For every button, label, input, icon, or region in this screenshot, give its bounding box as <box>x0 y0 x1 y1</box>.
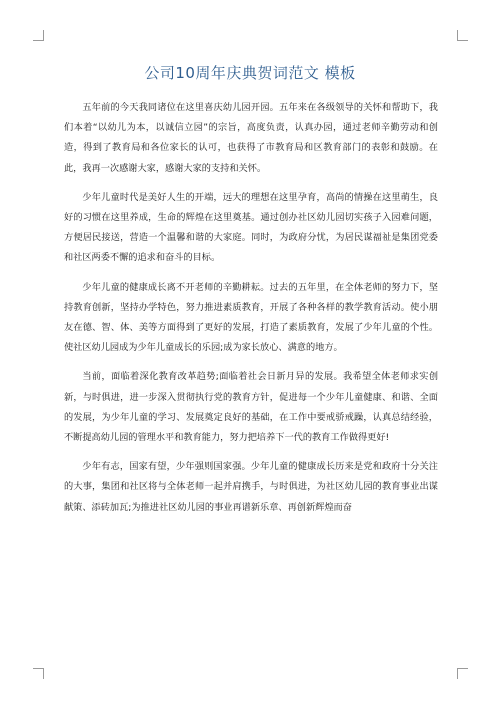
document-title: 公司10周年庆典贺词范文 模板 <box>144 64 356 82</box>
paragraph-4: 当前，面临着深化教育改革趋势;面临着社会日新月异的发展。我希望全体老师求实创新，与时俱进，进一步深入贯彻执行党的教育方针，促进每一个少年儿童健康、和谐、全面的发展，为少年儿童的学习、发展奠定良好的基础，在工作中要戒骄戒躁，认真总结经验，不断提高幼儿园的管理水平和教育能力，努力把培养下一代的教育工作做得更好! <box>64 371 438 444</box>
crop-mark-top-right <box>457 30 468 41</box>
crop-mark-bottom-left <box>33 668 44 679</box>
crop-mark-top-left <box>33 30 44 41</box>
document-body <box>64 98 438 527</box>
paragraph-5: 少年有志，国家有望，少年强则国家强。少年儿童的健康成长历来是党和政府十分关注的大事，集团和社区将与全体老师一起并肩携手，与时俱进，为社区幼儿园的教育事业出谋献策、添砖加瓦;为推进社区幼儿园的事业再谱新乐章、再创新辉煌而奋 <box>64 461 438 513</box>
paragraph-1: 五年前的今天我同诸位在这里喜庆幼儿园开园。五年来在各级领导的关怀和帮助下，我们本着“以幼儿为本，以诚信立园”的宗旨，高度负责，认真办园，通过老师辛勤劳动和创造，得到了教育局和各位家长的认可，也获得了市教育局和区教育部门的表彰和鼓励。在此，我再一次感谢大家，感谢大家的支持和关怀。 <box>64 102 438 174</box>
crop-mark-bottom-right <box>457 668 468 679</box>
paragraph-3: 少年儿童的健康成长离不开老师的辛勤耕耘。过去的五年里，在全体老师的努力下，坚持教育创新，坚持办学特色，努力推进素质教育，开展了各种各样的教学教育活动。使小朋友在德、智、体、美等方面得到了更好的发展，打造了素质教育，发展了少年儿童的个性。使社区幼儿园成为少年儿童成长的乐园;成为家长放心、满意的地方。 <box>64 281 438 354</box>
paragraph-2: 少年儿童时代是美好人生的开端，远大的理想在这里孕育，高尚的情操在这里萌生，良好的习惯在这里养成，生命的辉煌在这里奠基。通过创办社区幼儿园切实孩子入园难问题，方便居民接送，营造一个温馨和谐的大家庭。同时，为政府分忧，为居民谋福祉是集团党委和社区两委不懈的追求和奋斗的目标。 <box>64 191 438 264</box>
